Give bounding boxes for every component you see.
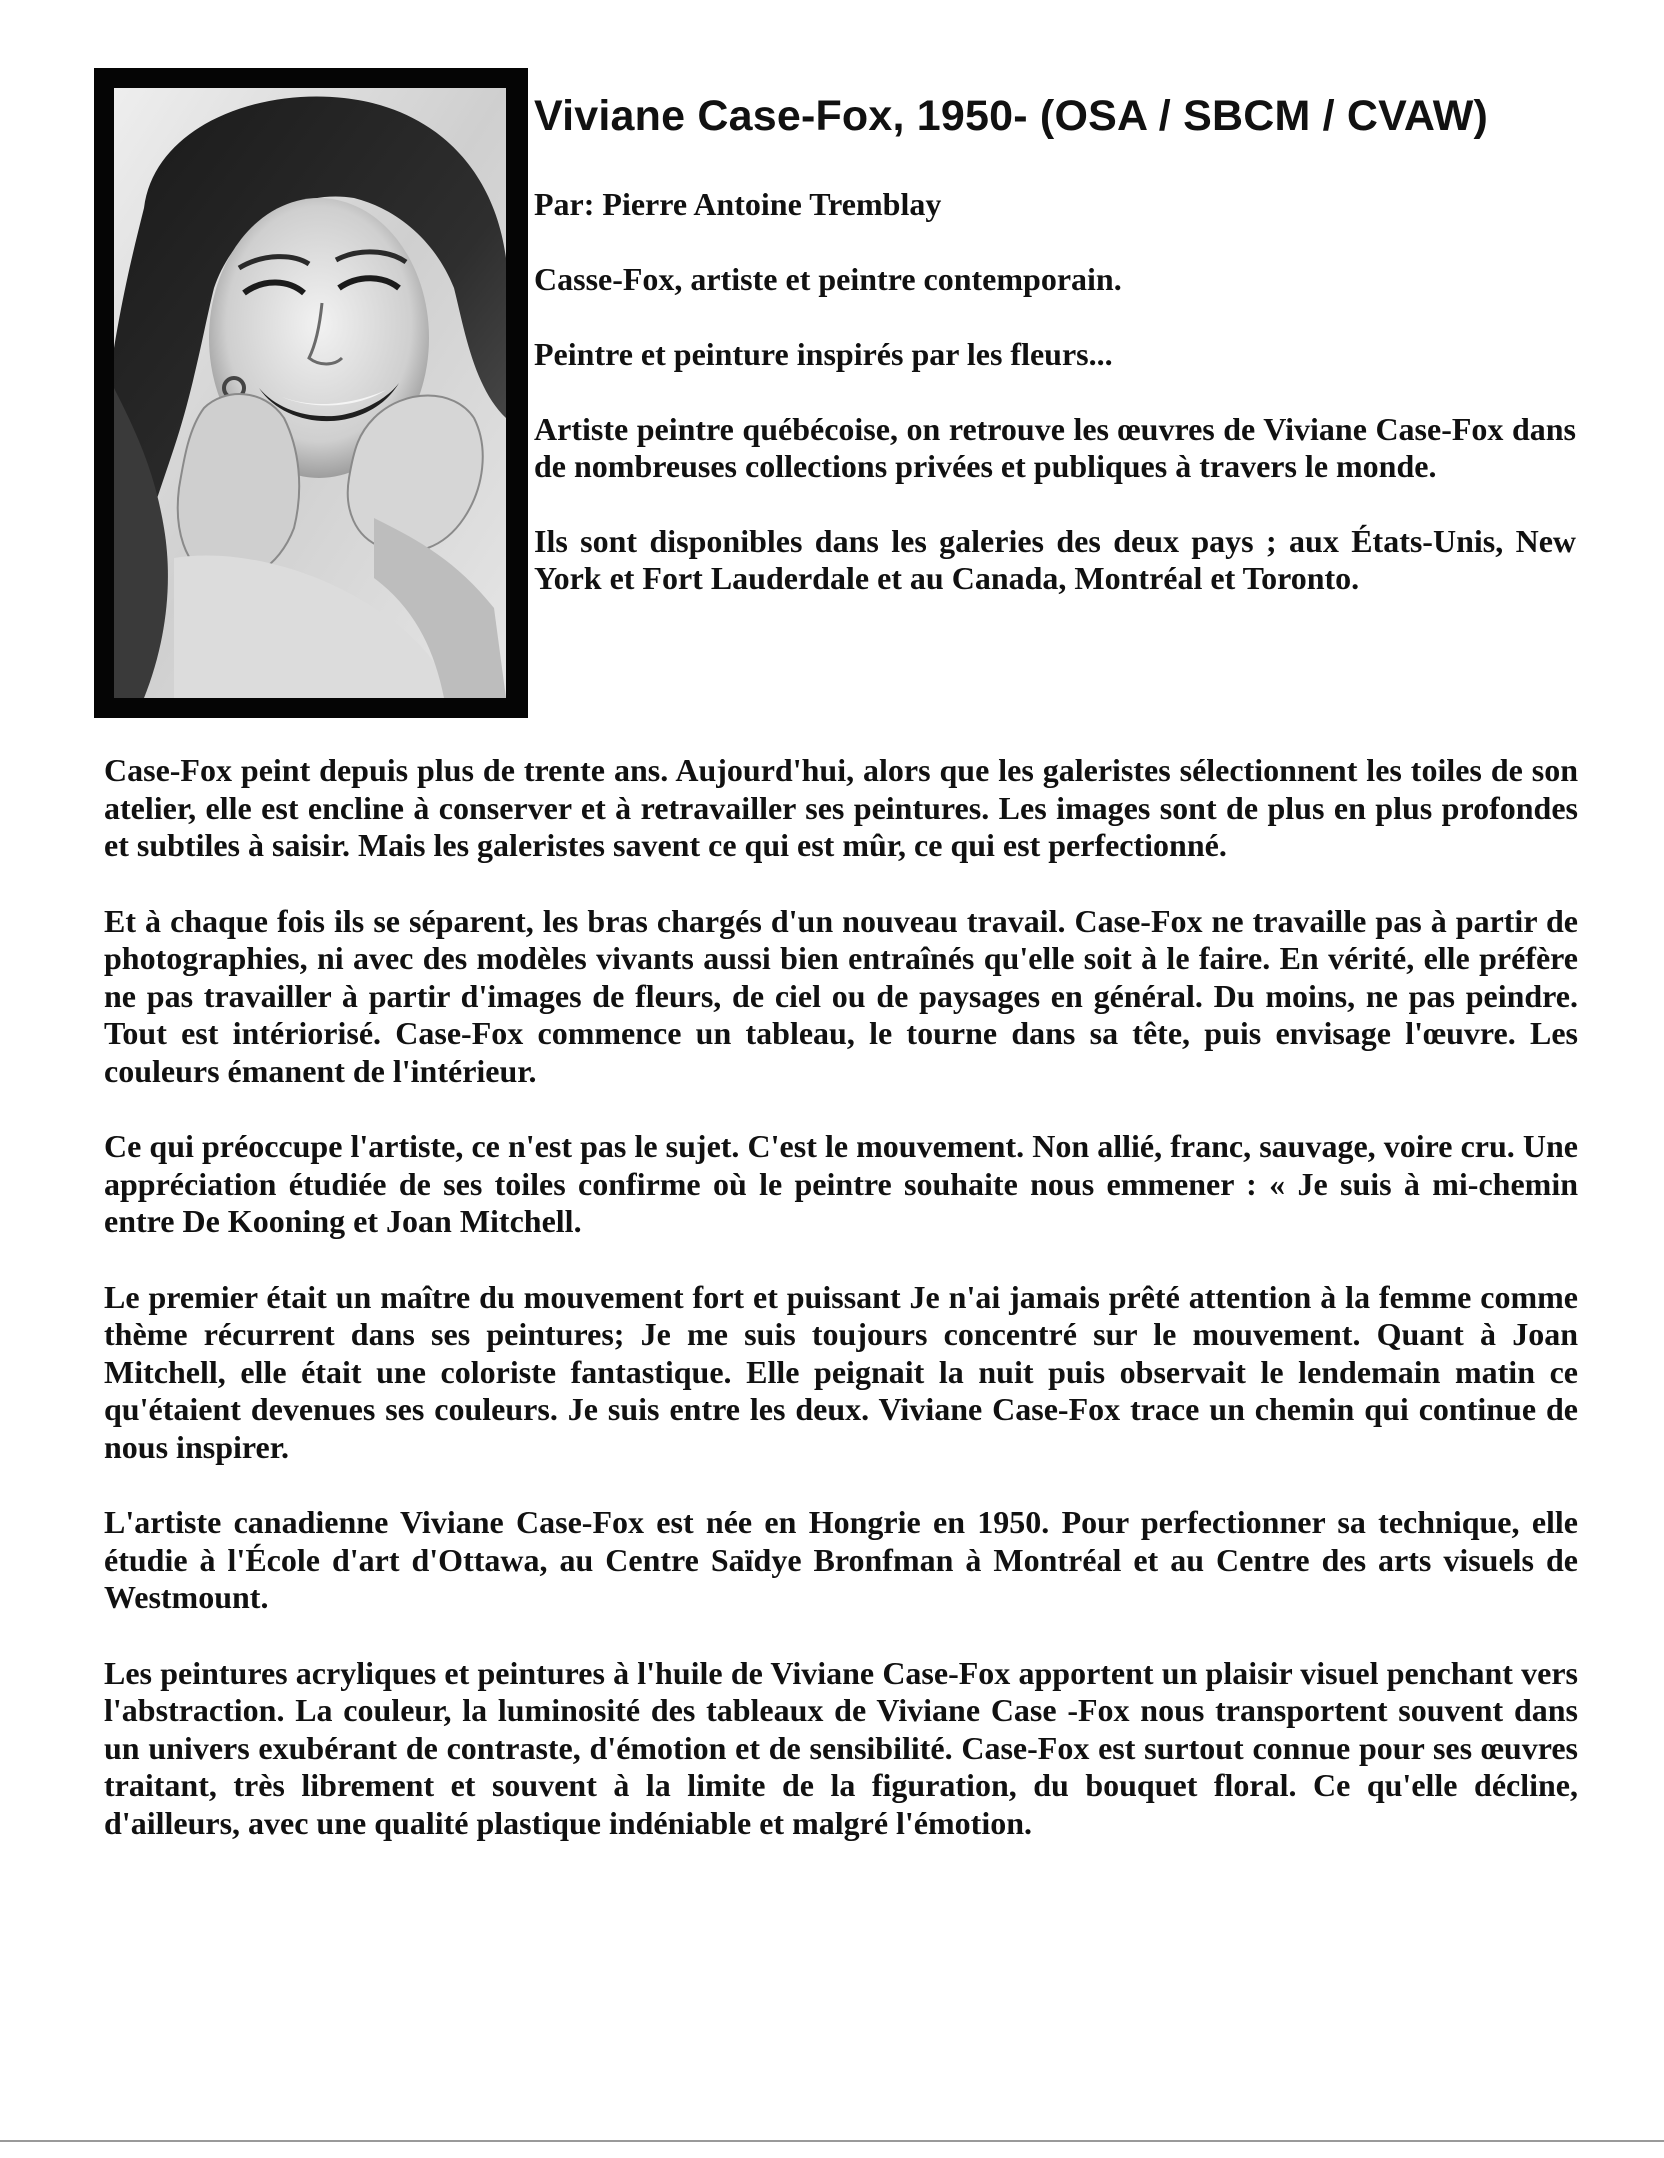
body-text [104,752,1578,1880]
portrait-illustration [114,88,506,698]
body-paragraph: Les peintures acryliques et peintures à l'huile de Viviane Case-Fox apportent un plaisir visuel penchant vers l'abstraction. La couleur, la luminosité des tableaux de Viviane Case -Fox nous transportent souvent dans un univers exubérant de contraste, d'émotion et de sensibilité. Case-Fox est surtout connue pour ses œuvres traitant, très librement et souvent à la limite de la figuration, du bouquet floral. Ce qu'elle décline, d'ailleurs, avec une qualité plastique indéniable et malgré l'émotion. [104,1654,1578,1841]
bottom-rule [0,2140,1664,2142]
body-paragraph: L'artiste canadienne Viviane Case-Fox est née en Hongrie en 1950. Pour perfectionner sa technique, elle étudie à l'École d'art d'Ottawa, au Centre Saïdye Bronfman à Montréal et au Centre des arts visuels de Westmount. [104,1504,1578,1615]
intro-column [534,186,1576,635]
body-paragraph: Case-Fox peint depuis plus de trente ans. Aujourd'hui, alors que les galeristes sélectionnent les toiles de son atelier, elle est encline à conserver et à retravailler ses peintures. Les images sont de plus en plus profondes et subtiles à saisir. Mais les galeristes savent ce qui est mûr, ce qui est perfectionné. [104,752,1578,863]
body-paragraph: Et à chaque fois ils se séparent, les bras chargés d'un nouveau travail. Case-Fox ne travaille pas à partir de photographies, ni avec des modèles vivants aussi bien entraînés qu'elle soit à le faire. En vérité, elle préfère ne pas travailler à partir d'images de fleurs, de ciel ou de paysages en général. Du moins, ne pas peindre. Tout est intériorisé. Case-Fox commence un tableau, le tourne dans sa tête, puis envisage l'œuvre. Les couleurs émanent de l'intérieur. [104,902,1578,1089]
intro-line-1: Casse-Fox, artiste et peintre contemporain. [534,261,1122,297]
intro-paragraph-1: Artiste peintre québécoise, on retrouve les œuvres de Viviane Case-Fox dans de nombreuses collections privées et publiques à travers le monde. [534,411,1576,484]
intro-line-2: Peintre et peinture inspirés par les fleurs... [534,336,1113,372]
body-paragraph: Le premier était un maître du mouvement fort et puissant Je n'ai jamais prêté attention à la femme comme thème récurrent dans ses peintures; Je me suis toujours concentré sur le mouvement. Quant à Joan Mitchell, elle était une coloriste fantastique. Elle peignait la nuit puis observait le lendemain matin ce qu'étaient devenues ses couleurs. Je suis entre les deux. Viviane Case-Fox trace un chemin qui continue de nous inspirer. [104,1278,1578,1465]
page-title: Viviane Case-Fox, 1950- (OSA / SBCM / CVAW) [534,92,1489,140]
portrait-photo [114,88,506,698]
body-paragraph: Ce qui préoccupe l'artiste, ce n'est pas le sujet. C'est le mouvement. Non allié, franc, sauvage, voire cru. Une appréciation étudiée de ses toiles confirme où le peintre souhaite nous emmener : « Je suis à mi-chemin entre De Kooning et Joan Mitchell. [104,1128,1578,1239]
portrait-frame [94,68,528,718]
intro-paragraph-2: Ils sont disponibles dans les galeries des deux pays ; aux États-Unis, New York et Fort Lauderdale et au Canada, Montréal et Toronto. [534,523,1576,596]
author-line: Par: Pierre Antoine Tremblay [534,186,942,222]
